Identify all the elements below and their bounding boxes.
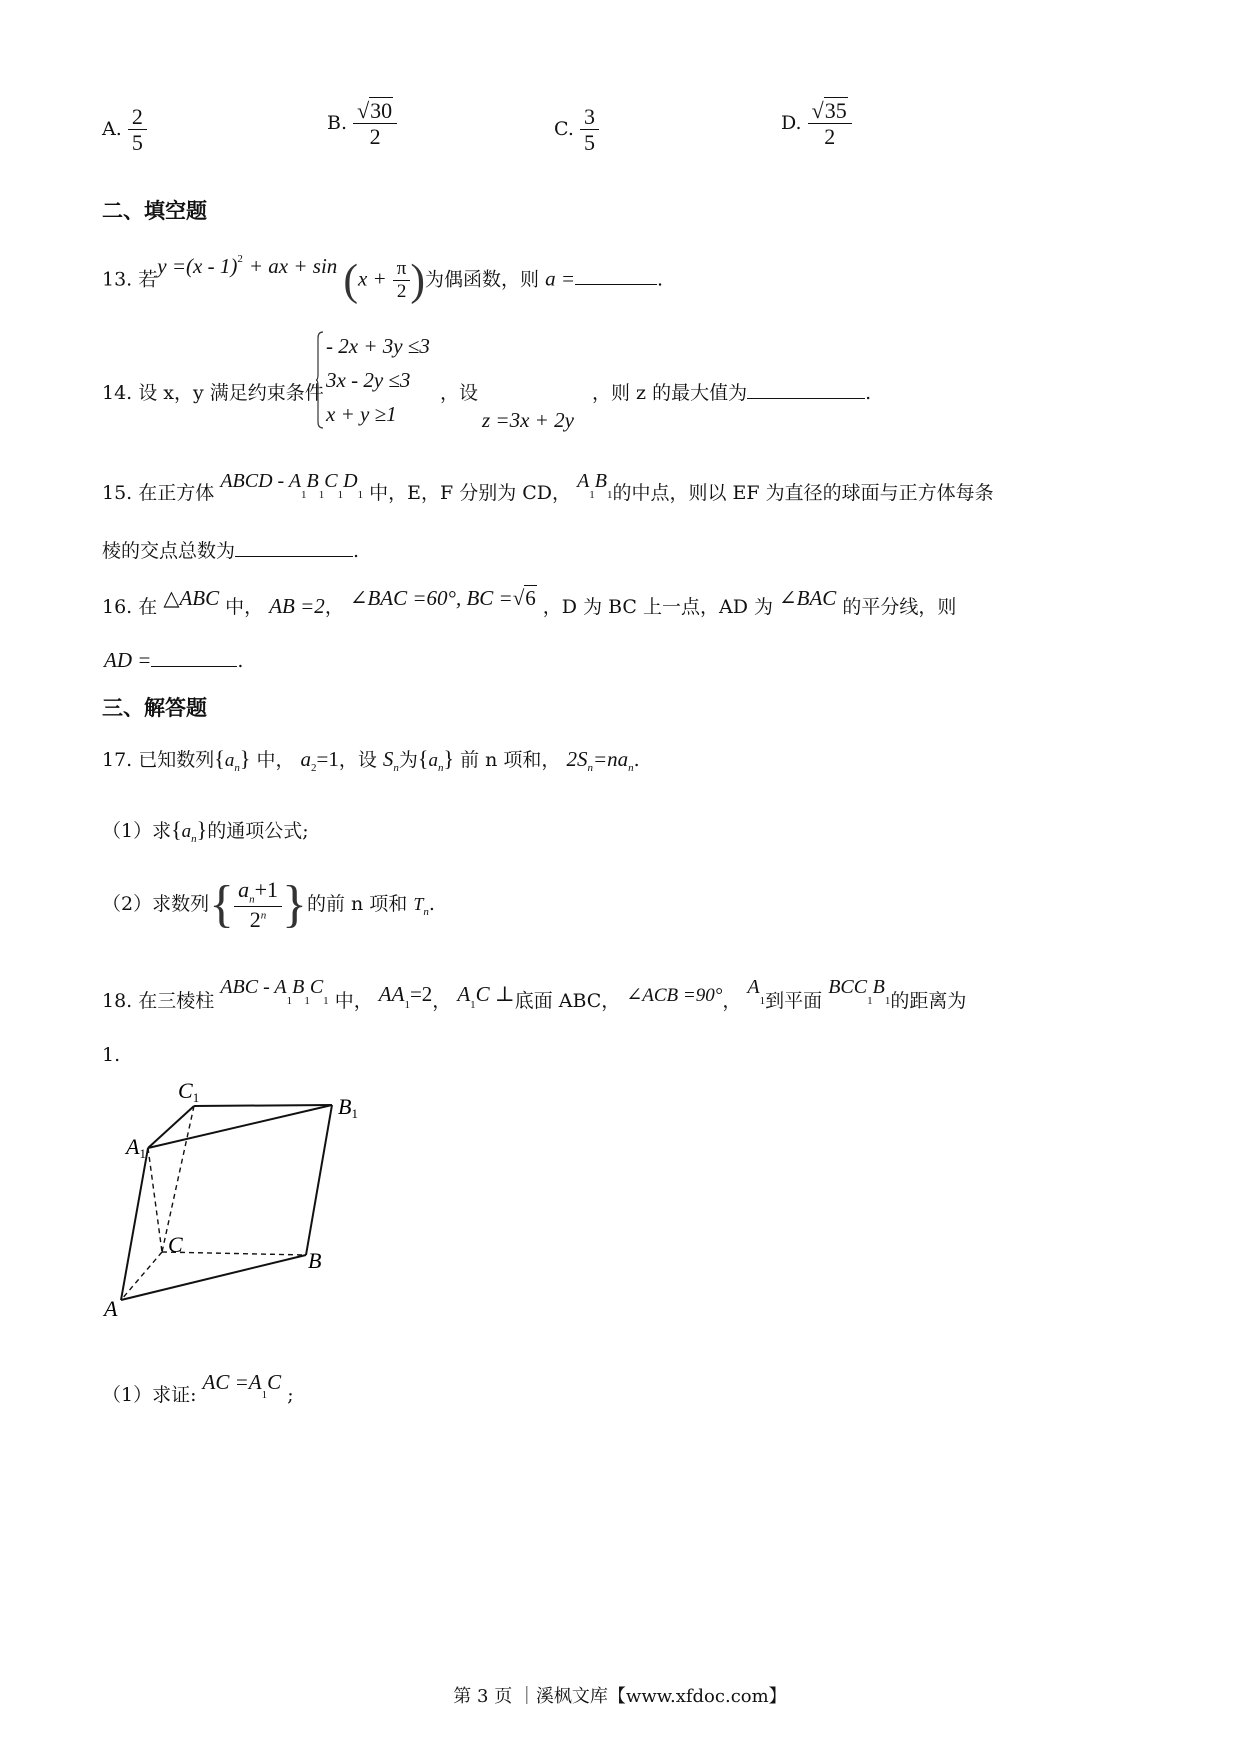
- sqrt-sign: √: [811, 98, 824, 123]
- question-16-line2: AD = .: [104, 648, 244, 672]
- question-14-tail: ，则 z 的最大值为 .: [592, 382, 872, 404]
- brace-icon: [316, 330, 320, 430]
- option-b: B. $\frac{√30}{2}$: [327, 98, 397, 150]
- prism-figure: [96, 1070, 386, 1320]
- question-18-line2: 1.: [102, 1044, 121, 1066]
- fraction: $\frac{√30}{2}$: [353, 98, 397, 150]
- edge-a-b: [121, 1255, 306, 1300]
- fraction: $\frac{2}{5}$: [128, 104, 147, 156]
- option-c: C. $\frac{3}{5}$: [554, 104, 599, 156]
- left-brace: {: [209, 876, 235, 933]
- constraint-3: x + y ≥1: [326, 402, 397, 426]
- sqrt-sign: √: [512, 586, 525, 610]
- constraint-1: - 2x + 3y ≤3: [326, 334, 430, 358]
- section-title-solutions: 三、解答题: [102, 696, 207, 720]
- edge-a1-a: [121, 1148, 148, 1300]
- label-a1: A1: [126, 1134, 146, 1161]
- edge-c-a: [121, 1252, 162, 1300]
- edge-a1-b1: [148, 1105, 332, 1148]
- question-15: 15. 在正方体 ABCD - $A_1B_1C_1D_1$ 中，E，F 分别为 CD， $A_1B_1$的中点，则以 EF 为直径的球面与正方体每条: [102, 470, 994, 504]
- question-15-line2: 棱的交点总数为 .: [102, 540, 360, 562]
- left-brace: {: [171, 817, 182, 842]
- right-brace: }: [239, 746, 251, 771]
- question-18: 18. 在三棱柱 ABC - $A_1B_1C_1$ 中， $AA_1=2$， $A_1C$ ⊥底面 ABC， ∠ACB =90°， $A_1$到平面 $BCC_1B_1$的距离为: [102, 976, 967, 1012]
- constraint-2: 3x - 2y ≤3: [326, 368, 411, 392]
- label-c1: C1: [178, 1078, 200, 1105]
- fraction: $\frac{3}{5}$: [580, 104, 599, 156]
- edge-b1-b: [306, 1105, 332, 1255]
- question-14-set: ，设: [440, 382, 479, 404]
- section-title-fill-in: 二、填空题: [102, 199, 207, 223]
- right-brace: }: [196, 817, 208, 842]
- question-17: 17. 已知数列$\{a_n\}$ 中， $a_2=1$，设 $S_n$为$\{a_n\}$ 前 n 项和， $2S_n=na_n$.: [102, 746, 640, 774]
- label-a: A: [104, 1296, 118, 1320]
- fraction: $\frac{a_n+1}{2^n}$: [234, 877, 282, 932]
- left-brace: {: [214, 746, 225, 771]
- page-footer: 第 3 页 ｜溪枫文库【www.xfdoc.com】: [453, 1686, 787, 1707]
- question-17-part1: （1）求$\{a_n\}$的通项公式;: [102, 817, 309, 845]
- question-18-part1: （1）求证: AC $=A_1C$ ;: [102, 1370, 294, 1406]
- objective-z: z =3x + 2y: [482, 408, 574, 432]
- option-a: A. $\frac{2}{5}$: [102, 104, 147, 156]
- question-16: 16. 在 △ABC 中， AB =2， ∠BAC =60°, BC =√6 ，D 为 BC 上一点，AD 为 ∠BAC 的平分线，则: [102, 586, 957, 618]
- question-14-lead: 14. 设 x，y 满足约束条件: [102, 382, 324, 404]
- fraction: $\frac{\pi}{2}$: [393, 258, 411, 303]
- question-17-part2: （2）求数列{ $\frac{a_n+1}{2^n}$ }的前 n 项和 $T_n$.: [102, 876, 435, 933]
- left-brace: {: [417, 746, 429, 771]
- sqrt-sign: √: [357, 98, 370, 123]
- edge-c1-b1: [194, 1105, 332, 1106]
- edge-c-b: [162, 1252, 306, 1255]
- answer-blank[interactable]: [235, 538, 353, 557]
- answer-blank[interactable]: [575, 266, 657, 285]
- answer-blank[interactable]: [747, 380, 865, 399]
- right-paren: ): [410, 255, 426, 305]
- fraction: $\frac{√35}{2}$: [808, 98, 852, 150]
- edge-c1-c: [162, 1106, 194, 1252]
- answer-blank[interactable]: [151, 648, 237, 667]
- option-d: D. $\frac{√35}{2}$: [781, 98, 852, 150]
- question-13: 13. 若y =(x - 1)$^2$ + ax + sin (x + $\frac{\pi}{2}$ )为偶函数，则 a = .: [102, 253, 664, 305]
- edge-a1-c: [148, 1148, 162, 1252]
- label-c: C: [168, 1232, 183, 1257]
- label-b1: B1: [338, 1094, 358, 1121]
- left-paren: (: [343, 255, 358, 305]
- right-brace: }: [443, 746, 455, 771]
- right-brace: }: [281, 876, 307, 933]
- label-b: B: [308, 1248, 322, 1273]
